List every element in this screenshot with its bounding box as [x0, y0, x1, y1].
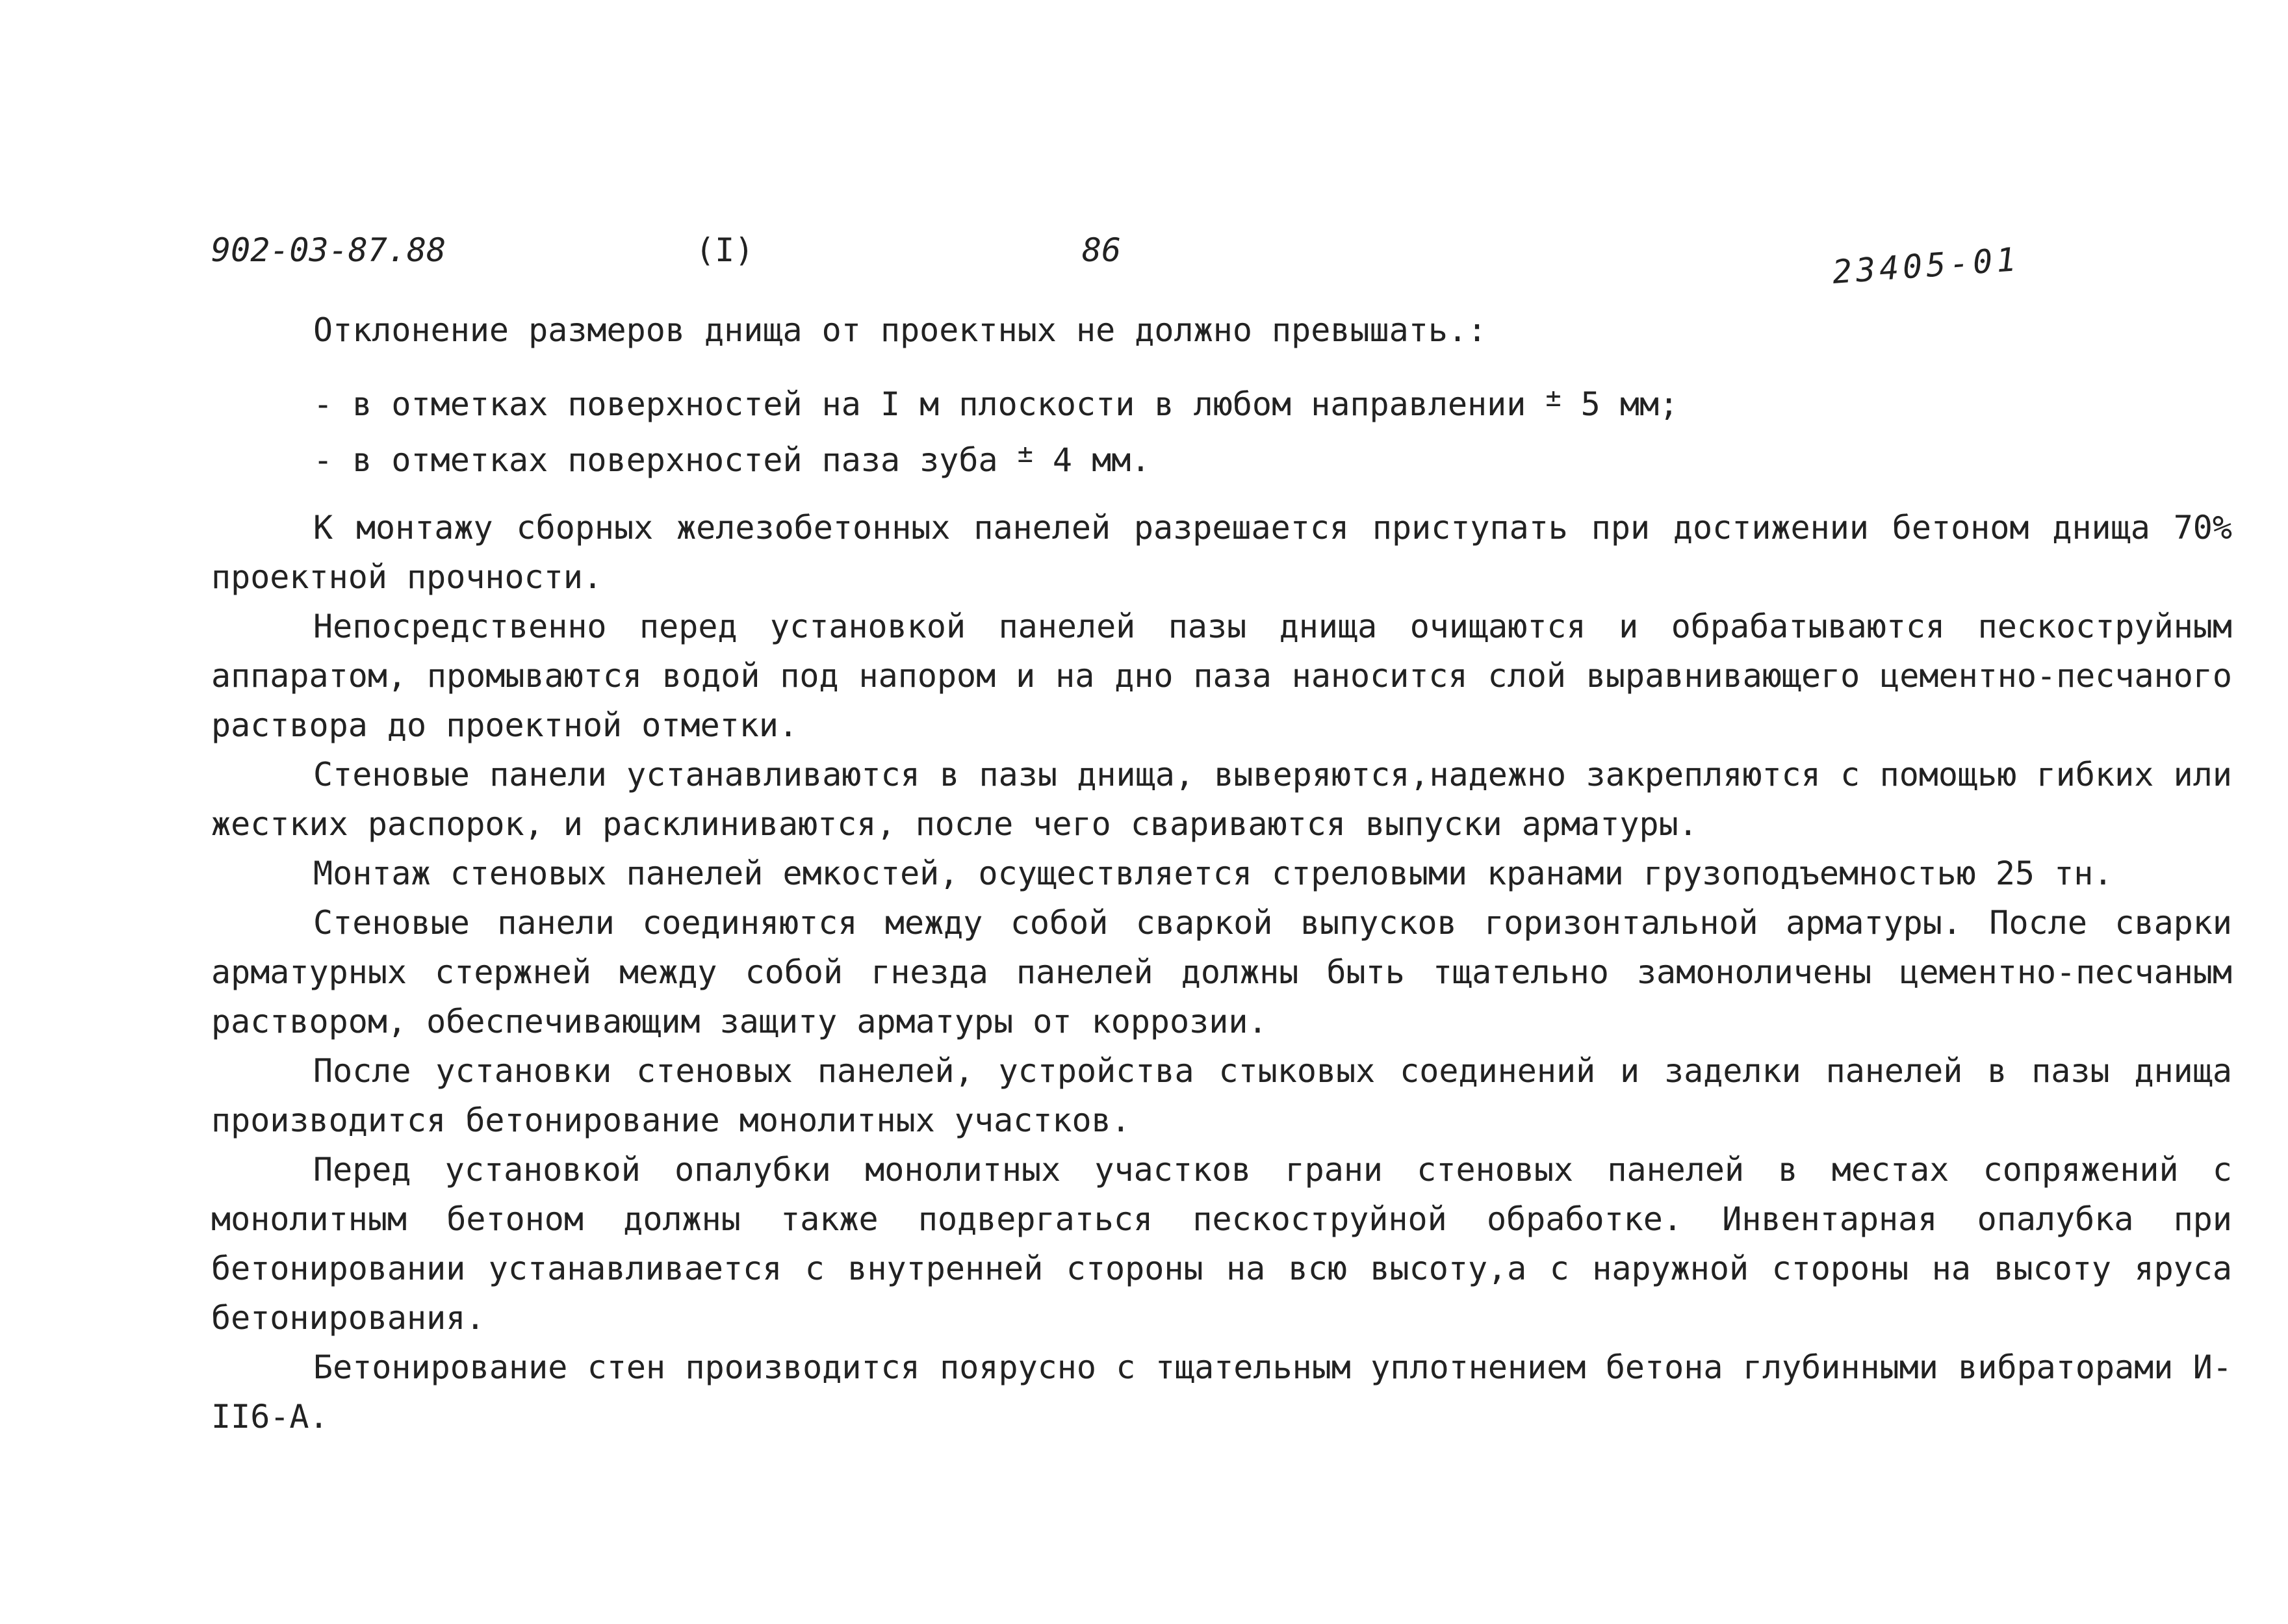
tolerance-text: - в отметках поверхностей паза зуба — [313, 441, 998, 479]
plus-minus-sign: ± — [1545, 383, 1562, 413]
body-paragraph: Бетонирование стен производится поярусно с тщательным уплотнением бетона глубинными вибраторами И-II6-А. — [211, 1348, 2232, 1436]
document-body — [211, 305, 2232, 1441]
sheet-part-label: (I) — [695, 231, 754, 269]
body-paragraph: Монтаж стеновых панелей емкостей, осуществляется стреловыми кранами грузоподъемностью 25 тн. — [313, 855, 2113, 892]
tolerance-item — [211, 373, 2232, 429]
body-paragraph: Стеновые панели устанавливаются в пазы днища, выверяются,надежно закрепляются с помощью гибких или жестких распорок, и расклиниваются, после чего свариваются выпуски арматуры. — [211, 756, 2232, 843]
page-number: 86 — [1082, 231, 1122, 269]
archive-number-handwritten: 23405-01 — [1831, 240, 2022, 291]
body-paragraph: После установки стеновых панелей, устройства стыковых соединений и заделки панелей в пазы днища производится бетонирование монолитных участков. — [211, 1052, 2232, 1139]
tolerance-text: - в отметках поверхностей на I м плоскости в любом направлении — [313, 385, 1526, 423]
body-paragraph: Непосредственно перед установкой панелей пазы днища очищаются и обрабатываются пескоструйным аппаратом, промываются водой под напором и на дно паза наносится слой выравнивающего цементно-песчаного раствора до проектной отметки. — [211, 608, 2232, 744]
tolerance-list — [211, 373, 2232, 485]
body-paragraph: Перед установкой опалубки монолитных участков грани стеновых панелей в местах сопряжений с монолитным бетоном должны также подвергаться пескоструйной обработке. Инвентарная опалубка при бетонировании устанавливается с внутренней стороны на всю высоту,а с наружной стороны на высоту яруса бетонирования. — [211, 1151, 2232, 1337]
page-header — [211, 224, 2096, 276]
document-code: 902-03-87.88 — [211, 231, 446, 269]
body-paragraph: К монтажу сборных железобетонных панелей разрешается приступать при достижении бетоном днища 70% проектной прочности. — [211, 509, 2232, 596]
body-paragraph: Стеновые панели соединяются между собой сваркой выпусков горизонтальной арматуры. После сварки арматурных стержней между собой гнезда панелей должны быть тщательно замоноличены цементно-песчаным раствором, обеспечивающим защиту арматуры от коррозии. — [211, 904, 2232, 1040]
intro-paragraph: Отклонение размеров днища от проектных не должно превышать.: — [313, 311, 1487, 349]
tolerance-value: 4 мм. — [1052, 441, 1151, 479]
tolerance-item — [211, 429, 2232, 485]
plus-minus-sign: ± — [1017, 439, 1033, 469]
tolerance-value: 5 мм; — [1580, 385, 1679, 423]
